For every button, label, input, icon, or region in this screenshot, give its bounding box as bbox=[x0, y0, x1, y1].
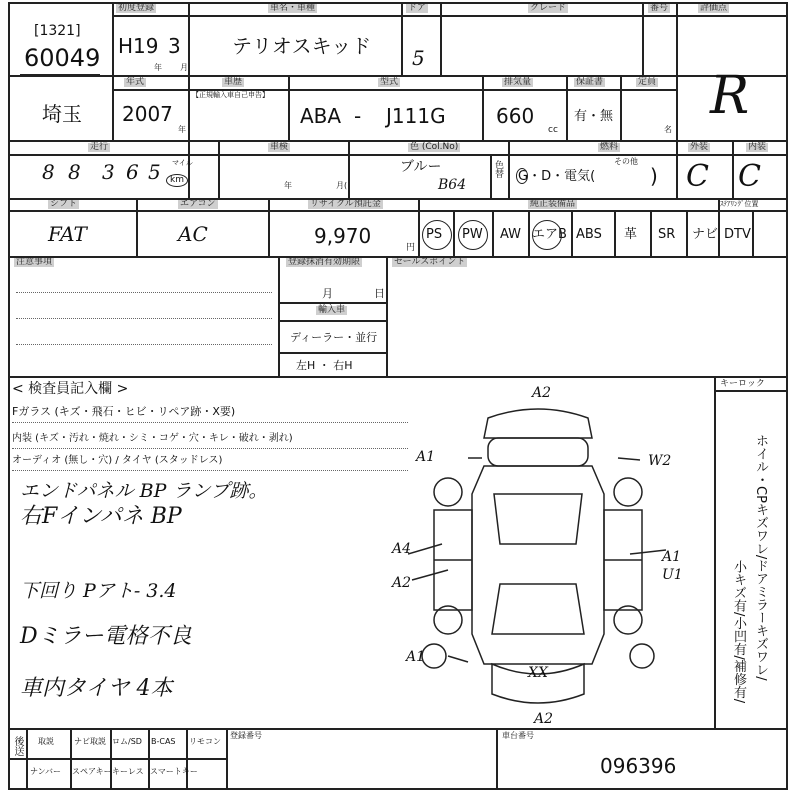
v8 bbox=[288, 75, 290, 140]
dots-i3 bbox=[12, 470, 408, 471]
eq7 bbox=[686, 210, 688, 256]
interior-grade: C bbox=[738, 159, 761, 194]
label-deadline: 登録抹消有効期限 bbox=[288, 257, 361, 267]
row3-label-line bbox=[8, 154, 788, 156]
lot-underline bbox=[20, 74, 100, 76]
label-history: 車歴 bbox=[224, 77, 243, 87]
footer-item: B-CAS bbox=[151, 737, 176, 746]
mileage-digit: 3 bbox=[102, 160, 115, 184]
rear-right-wheel bbox=[614, 478, 642, 506]
row1-bottom bbox=[8, 75, 788, 77]
reg-month: 3 bbox=[168, 34, 181, 58]
v2 bbox=[188, 2, 190, 75]
dealer-options: ディーラー・並行 bbox=[290, 331, 378, 344]
equip-navi: ナビ bbox=[692, 227, 719, 242]
label-equipment: 純正装備品 bbox=[530, 199, 576, 209]
airbag-circle bbox=[532, 220, 562, 250]
border-bottom bbox=[8, 788, 788, 790]
mileage-digit: 8 bbox=[42, 160, 55, 184]
f1 bbox=[26, 728, 28, 788]
label-color: 色 (Col.No) bbox=[410, 142, 459, 152]
label-score: 評価点 bbox=[700, 3, 728, 13]
dots-3 bbox=[16, 344, 272, 345]
region: 埼玉 bbox=[42, 102, 82, 126]
damage-mark: A2 bbox=[392, 575, 412, 591]
eq9 bbox=[752, 210, 754, 256]
history-sub: 【正規輸入車自己申告】 bbox=[192, 91, 269, 99]
row4-label-line bbox=[8, 210, 788, 212]
fuel-options: G・D・電気( bbox=[518, 169, 596, 184]
reg-era-year: H19 bbox=[118, 34, 159, 58]
capacity-suffix: 名 bbox=[664, 125, 672, 134]
yen-unit: 円 bbox=[406, 243, 416, 253]
footer-item: スマートキー bbox=[150, 767, 198, 776]
dots-i2 bbox=[12, 448, 408, 449]
windshield-shape bbox=[492, 584, 584, 634]
v10 bbox=[566, 75, 568, 140]
mark-line-a4 bbox=[408, 544, 442, 554]
eq5 bbox=[614, 210, 616, 256]
inspection-note-5: 車内タイヤ 4本 bbox=[20, 676, 173, 701]
equip-abs: ABS bbox=[576, 227, 602, 242]
v6 bbox=[676, 2, 678, 198]
inspection-note-2: 右Fインパネ BP bbox=[20, 504, 182, 529]
dots-2 bbox=[16, 318, 272, 319]
label-shaken: 車検 bbox=[270, 142, 289, 152]
score-value: R bbox=[710, 66, 750, 126]
label-cc: 排気量 bbox=[504, 77, 532, 87]
km-unit: km bbox=[166, 174, 188, 187]
inspection-line-audio: オーディオ (無し・穴) / タイヤ (スタッドレス) bbox=[12, 455, 223, 466]
recycle-fee: 9,970 bbox=[314, 224, 372, 248]
mileage-digit: 5 bbox=[148, 160, 161, 184]
eq4 bbox=[571, 210, 573, 256]
inspection-note-4: Dミラー電格不良 bbox=[20, 624, 192, 649]
label-warranty: 保証書 bbox=[576, 77, 604, 87]
inspection-title: < 検査員記入欄 > bbox=[12, 381, 129, 397]
equip-ps: PS bbox=[426, 227, 443, 242]
row3-bottom bbox=[8, 198, 788, 200]
footer-item: キーレス bbox=[112, 767, 144, 776]
v17 bbox=[732, 140, 734, 198]
mark-line-a1-right bbox=[630, 550, 666, 554]
label-no: 番号 bbox=[650, 3, 669, 13]
v4 bbox=[440, 2, 442, 75]
rear-bumper-shape bbox=[484, 409, 592, 438]
chassis-number: 096396 bbox=[600, 754, 677, 778]
inspection-line-interior: 内装 (キズ・汚れ・焼れ・シミ・コゲ・穴・キレ・破れ・剥れ) bbox=[12, 433, 293, 444]
label-shift: シフト bbox=[50, 199, 78, 209]
label-mileage: 走行 bbox=[90, 142, 109, 152]
row2-bottom bbox=[8, 140, 788, 142]
legend-side-text-1: ホイル・CPキズワレ/ドアミラーキズワレ/ bbox=[752, 434, 768, 681]
label-recycle: リサイクル預託金 bbox=[310, 199, 381, 209]
label-type: 型式 bbox=[380, 77, 399, 87]
label-ac: エアコン bbox=[180, 199, 216, 209]
f7 bbox=[186, 728, 188, 788]
footer-item: ナビ取説 bbox=[74, 737, 106, 746]
label-interior: 内装 bbox=[748, 142, 767, 152]
left-mirror bbox=[422, 644, 446, 668]
eq3 bbox=[528, 210, 530, 256]
equip-airbag: エアB bbox=[532, 227, 567, 242]
v11 bbox=[620, 75, 622, 140]
v18 bbox=[136, 198, 138, 256]
border-left bbox=[8, 2, 10, 790]
equip-pw: PW bbox=[462, 227, 483, 242]
doors-value: 5 bbox=[412, 46, 425, 70]
damage-mark: A2 bbox=[534, 711, 554, 727]
right-mirror bbox=[630, 644, 654, 668]
label-import: 輸入車 bbox=[318, 305, 346, 315]
inspection-note-1: エンドパネル BP ランプ跡。 bbox=[20, 480, 268, 502]
fuel-other: その他 bbox=[614, 157, 638, 166]
mark-line-w2 bbox=[618, 458, 640, 460]
label-caution: 注意事項 bbox=[16, 257, 53, 267]
fuel-g-circle bbox=[516, 168, 528, 184]
f2 bbox=[226, 728, 228, 788]
handle-options: 左H ・ 右H bbox=[296, 359, 353, 372]
row1-label-line bbox=[112, 15, 788, 17]
label-doors: ドア bbox=[408, 3, 426, 13]
color-value: ブルー bbox=[400, 159, 442, 175]
rear-window-shape bbox=[488, 438, 588, 466]
ac-value: AC bbox=[178, 222, 208, 246]
footer-item: ナンバー bbox=[30, 767, 62, 776]
v14 bbox=[348, 140, 350, 198]
label-reg-no: 登録番号 bbox=[230, 731, 262, 740]
gatsu-label: 月 bbox=[180, 63, 188, 72]
mark-line-a2 bbox=[412, 570, 448, 580]
model-year: 2007 bbox=[122, 102, 173, 126]
label-keyrock: キーロック bbox=[720, 379, 765, 389]
warranty-value: 有・無 bbox=[574, 109, 614, 124]
v5 bbox=[642, 2, 644, 75]
label-model-year: 年式 bbox=[126, 77, 145, 87]
cc-unit: cc bbox=[548, 125, 558, 135]
v15 bbox=[490, 154, 492, 198]
v7 bbox=[188, 75, 190, 140]
inspection-note-3: 下回り Pアト- 3.4 bbox=[20, 580, 177, 602]
inspection-bottom bbox=[8, 728, 788, 730]
v16 bbox=[508, 140, 510, 198]
damage-mark: A1 bbox=[662, 549, 682, 565]
label-chassis: 車台番号 bbox=[502, 731, 534, 740]
year-suffix: 年 bbox=[178, 125, 186, 134]
damage-mark: W2 bbox=[648, 453, 672, 469]
model-dash: - bbox=[354, 104, 362, 128]
equip-leather: 革 bbox=[624, 227, 638, 242]
deadline-day: 日 bbox=[374, 287, 385, 300]
v13 bbox=[218, 140, 220, 198]
color-code: B64 bbox=[438, 177, 467, 193]
car-name: テリオスキッド bbox=[232, 34, 372, 58]
rear-left-wheel bbox=[434, 478, 462, 506]
footer-item: リモコン bbox=[189, 737, 221, 746]
v-notes2 bbox=[386, 256, 388, 376]
damage-mark: A4 bbox=[392, 541, 412, 557]
auction-sheet bbox=[8, 2, 788, 792]
f6 bbox=[148, 728, 150, 788]
damage-mark: A2 bbox=[532, 385, 552, 401]
eq2 bbox=[492, 210, 494, 256]
v20 bbox=[418, 198, 420, 256]
mileage-digit: 8 bbox=[68, 160, 81, 184]
damage-mark: U1 bbox=[662, 567, 683, 583]
dots-1 bbox=[16, 292, 272, 293]
eq1 bbox=[453, 210, 455, 256]
notes-bottom bbox=[8, 376, 788, 378]
equip-dtv: DTV bbox=[724, 227, 751, 242]
shaken-month: 月( bbox=[336, 181, 348, 190]
f3 bbox=[496, 728, 498, 788]
damage-mark: XX bbox=[528, 665, 548, 681]
footer-item: 取説 bbox=[38, 737, 54, 746]
fuel-close: ) bbox=[650, 164, 658, 188]
footer-item: スペアキー bbox=[72, 767, 112, 776]
mark-line-a1-front bbox=[448, 656, 468, 662]
mileage-digit: 6 bbox=[126, 160, 139, 184]
h-keyrock bbox=[714, 390, 788, 392]
pw-circle bbox=[458, 220, 488, 250]
mile-unit: マイル bbox=[172, 159, 193, 167]
equip-sr: SR bbox=[658, 227, 676, 242]
label-first-reg: 初度登録 bbox=[118, 3, 155, 13]
color-change-label: 色替 bbox=[493, 160, 503, 178]
lot-number: 60049 bbox=[24, 44, 101, 72]
v1 bbox=[112, 2, 114, 140]
footer-mid bbox=[8, 758, 226, 760]
label-shipping: 後送 bbox=[12, 736, 23, 756]
model-code-a: ABA bbox=[300, 104, 342, 128]
shift-value: FAT bbox=[48, 222, 87, 246]
v-notes1 bbox=[278, 256, 280, 376]
lot-code: [1321] bbox=[34, 23, 81, 39]
v3 bbox=[401, 2, 403, 75]
label-fuel: 燃料 bbox=[600, 142, 619, 152]
label-steering: ｽﾃｱﾘﾝｸﾞ位置 bbox=[720, 200, 759, 208]
deadline-month: 月 bbox=[322, 287, 333, 300]
label-car-name: 車名・車種 bbox=[270, 3, 316, 13]
cc-value: 660 bbox=[496, 104, 535, 128]
eq6 bbox=[650, 210, 652, 256]
label-capacity: 定員 bbox=[638, 77, 657, 87]
exterior-grade: C bbox=[686, 159, 709, 194]
f4 bbox=[70, 728, 72, 788]
label-sales-point: セールスポイント bbox=[394, 257, 466, 267]
h-notes-c bbox=[278, 352, 386, 354]
nen-label: 年 bbox=[154, 63, 162, 72]
v9 bbox=[482, 75, 484, 140]
model-code-b: J111G bbox=[386, 104, 446, 128]
dots-i1 bbox=[12, 422, 408, 423]
ps-circle bbox=[422, 220, 452, 250]
roof-shape bbox=[494, 494, 582, 544]
legend-side-text-2: 小キズ有/小凹有/補修有/ bbox=[730, 560, 746, 704]
label-grade: グレード bbox=[530, 3, 567, 13]
damage-mark: A1 bbox=[406, 649, 426, 665]
footer-item: ロム/SD bbox=[112, 737, 142, 746]
h-notes-a bbox=[278, 302, 386, 304]
label-exterior: 外装 bbox=[690, 142, 709, 152]
equip-aw: AW bbox=[500, 227, 522, 242]
v12 bbox=[188, 140, 190, 198]
border-right bbox=[786, 2, 788, 790]
h-notes-b bbox=[278, 320, 386, 322]
damage-mark: A1 bbox=[416, 449, 436, 465]
shaken-year: 年 bbox=[284, 181, 292, 190]
v-keyrock bbox=[714, 376, 716, 728]
inspection-line-glass: Fガラス (キズ・飛石・ヒビ・リペア跡・X要) bbox=[12, 405, 236, 418]
v19 bbox=[268, 198, 270, 256]
